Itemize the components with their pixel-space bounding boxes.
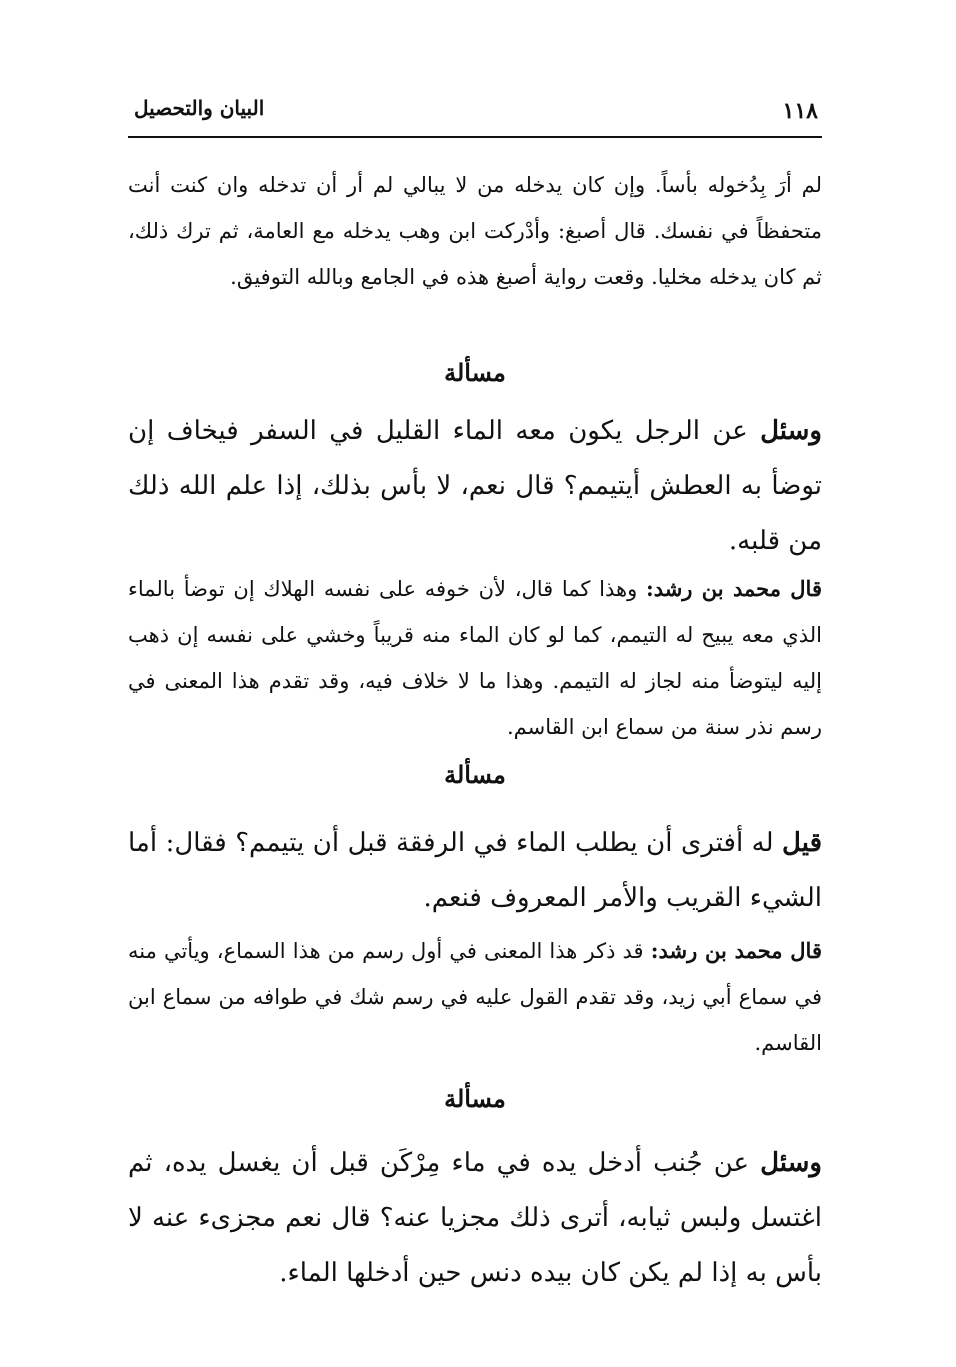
commentary-paragraph (128, 566, 822, 750)
paragraph-lead: قال محمد بن رشد: (645, 576, 822, 601)
paragraph-text: له أفترى أن يطلب الماء في الرفقة قبل أن يتيمم؟ فقال: أما الشيء القريب والأمر المعروف فنعم. (128, 828, 822, 913)
paragraph-text: قد ذكر هذا المعنى في أول رسم من هذا السماع، ويأتي منه في سماع أبي زيد، وقد تقدم القول عليه في رسم شك في طوافه من سماع ابن القاسم. (128, 939, 822, 1055)
paragraph-lead: وسئل (760, 416, 822, 446)
paragraph-text: عن الرجل يكون معه الماء القليل في السفر فيخاف إن توضأ به العطش أيتيمم؟ قال نعم، لا بأس بذلك، إذا علم الله ذلك من قلبه. (128, 416, 822, 556)
paragraph-lead: قال محمد بن رشد: (650, 938, 822, 963)
paragraph-text: لم أرَ بِدُخوله بأساً. وإن كان يدخله من لا يبالي لم أر أن تدخله وان كنت أنت متحفظاً في نفسك. قال أصبغ: وأدْركت ابن وهب يدخله مع العامة، ثم ترك ذلك، ثم كان يدخله مخليا. وقعت رواية أصبغ هذه في الجامع وبالله التوفيق. (128, 173, 822, 289)
section-heading: مسألة (444, 760, 506, 789)
page-header (128, 96, 822, 138)
question-paragraph (128, 404, 822, 569)
paragraph-text: عن جُنب أدخل يده في ماء مِرْكَن قبل أن يغسل يده، ثم اغتسل ولبس ثيابه، أترى ذلك مجزيا عنه؟ قال نعم مجزىء عنه لا بأس به إذا لم يكن كان بيده دنس حين أدخلها الماء. (128, 1148, 822, 1288)
section-heading: مسألة (444, 358, 506, 387)
paragraph-lead: قيل (782, 828, 822, 858)
question-paragraph (128, 816, 822, 926)
paragraph-lead: وسئل (760, 1148, 822, 1178)
paragraph-text: وهذا كما قال، لأن خوفه على نفسه الهلاك إن توضأ بالماء الذي معه يبيح له التيمم، كما لو كان الماء منه قريباً وخشي على نفسه إن ذهب إليه ليتوضأ منه لجاز له التيمم. وهذا ما لا خلاف فيه، وقد تقدم هذا المعنى في رسم نذر سنة من سماع ابن القاسم. (128, 577, 822, 739)
page-number: ١١٨ (782, 98, 818, 124)
question-paragraph (128, 1136, 822, 1301)
running-title: البيان والتحصيل (134, 96, 265, 120)
paragraph-continuation (128, 162, 822, 300)
section-heading: مسألة (444, 1084, 506, 1113)
commentary-paragraph (128, 928, 822, 1066)
